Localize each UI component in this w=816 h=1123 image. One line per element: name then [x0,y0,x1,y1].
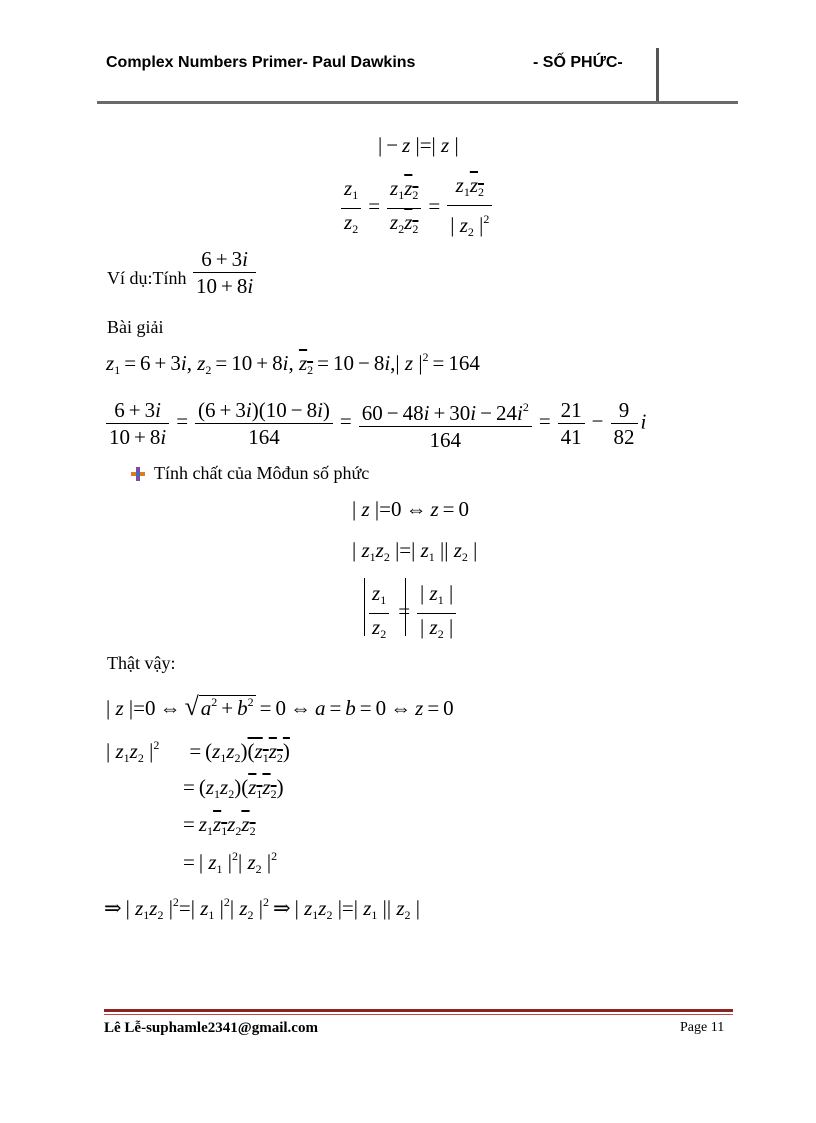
header-rule [97,101,738,104]
equation-abs-neg-z: | − z |=| z | [378,133,459,157]
page-number: Page 11 [680,1020,725,1035]
footer-author: Lê Lễ-suphamle2341@gmail.com [104,1020,318,1036]
solution-label: Bài giải [107,317,164,337]
bullet-text: Tính chất của Môđun số phức [154,463,370,483]
proof-step4: = | $z_1$ $|^2|$ $z_2$ $|^2$ [183,849,278,876]
proof-step1: | $z_1z_2$ $|^2 = (z_1z_2)(z_1z_2)$ [106,738,290,765]
header-title: Complex Numbers Primer- Paul Dawkins [106,54,416,71]
property-product: | $z_1z_2$ |=| $z_1$ || $z_2$ | [352,538,478,564]
bullet-icon [130,466,146,482]
property-zero: | z |=0 ⇔ z = 0 [352,497,469,521]
footer-rule-thin [104,1014,733,1015]
header-vertical-bar [656,48,659,102]
property-quotient: $\frac{z_1}{z_2}$ = $\frac{| z_1 |}{| z_2 |}$ [366,580,459,647]
example-label: Ví dụ:Tính [107,268,187,288]
proof-step2: = $(z_1z_2)(z_1z_2)$ [183,775,284,801]
proof-zero: | z |=0 ⇔ $√a^2 + b^2 = 0$ ⇔ a = b = 0 ⇔ z = 0 [106,692,454,721]
footer-rule [104,1009,733,1012]
equation-given-values: $z_1 = 6 + 3i$, $z_2 = 10 + 8i$, $z_2 = 10 - 8i,|$ z $|^2 = 164$ [106,350,480,377]
example-fraction: $\frac{6 + 3i}{10 + 8i}$ [190,246,259,299]
equation-solution-chain: $\frac{6 + 3i}{10 + 8i}$ = $\frac{(6 + 3i)(10 - 8i)}{164}$ = $\frac{60 - 48i + 30i - 24i^2}{164}$ = $\frac{21}{41}$ − $\frac{9}{82}$ i [103,394,646,453]
proof-label: Thật vậy: [107,653,176,673]
equation-quotient: $\frac{z_1}{z_2}$ = $\frac{z_1z_2}{z_2z_2}$ = $\frac{z_1z_2}{| z_2 |^2}$ [338,172,495,245]
proof-step3: = $z_1z_1z_2z_2$ [183,812,256,838]
header-section: - SỐ PHỨC- [533,54,623,71]
proof-conclusion: ⇒ | $z_1z_2$ $|^2=|$ $z_1$ $|^2|$ $z_2$ $|^2$ ⇒ | $z_1z_2$ |=| $z_1$ || $z_2$ | [104,895,420,922]
